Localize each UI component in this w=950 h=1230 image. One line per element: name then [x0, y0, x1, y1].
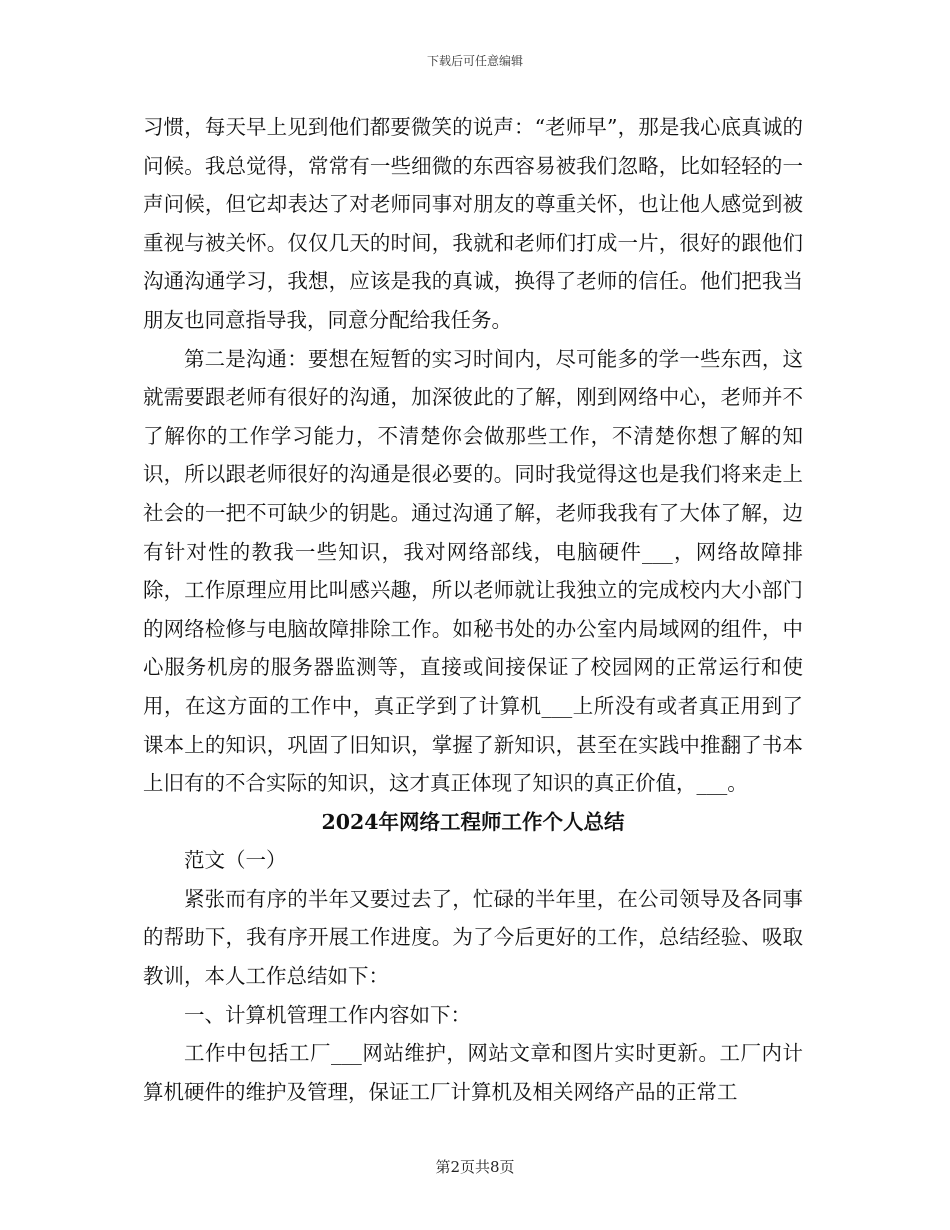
paragraph: 习惯，每天早上见到他们都要微笑的说声：“老师早”，那是我心底真诚的问候。我总觉得，常常有一些细微的东西容易被我们忽略，比如轻轻的一声问候，但它却表达了对老师同事对朋友的尊重关怀，也让他人感觉到被重视与被关怀。仅仅几天的时间，我就和老师们打成一片，很好的跟他们沟通沟通学习，我想，应该是我的真诚，换得了老师的信任。他们把我当朋友也同意指导我，同意分配给我任务。 — [143, 115, 803, 332]
paragraph: 紧张而有序的半年又要过去了，忙碌的半年里，在公司领导及各同事的帮助下，我有序开展工作进度。为了今后更好的工作，总结经验、吸取教训，本人工作总结如下： — [143, 886, 803, 989]
document-title: 2024年网络工程师工作个人总结 — [321, 809, 625, 834]
paragraph: 工作中包括工厂___网站维护，网站文章和图片实时更新。工厂内计算机硬件的维护及管理，保证工厂计算机及相关网络产品的正常工 — [143, 1041, 803, 1104]
paragraph: 第二是沟通：要想在短暂的实习时间内，尽可能多的学一些东西，这就需要跟老师有很好的沟通，加深彼此的了解，刚到网络中心，老师并不了解你的工作学习能力，不清楚你会做那些工作，不清楚你想了解的知识，所以跟老师很好的沟通是很必要的。同时我觉得这也是我们将来走上社会的一把不可缺少的钥匙。通过沟通了解，老师我我有了大体了解，边有针对性的教我一些知识，我对网络部线，电脑硬件___，网络故障排除，工作原理应用比叫感兴趣，所以老师就让我独立的完成校内大小部门的网络检修与电脑故障排除工作。如秘书处的办公室内局域网的组件，中心服务机房的服务器监测等，直接或间接保证了校园网的正常运行和使用，在这方面的工作中，真正学到了计算机___上所没有或者真正用到了课本上的知识，巩固了旧知识，掌握了新知识，甚至在实践中推翻了书本上旧有的不合实际的知识，这才真正体现了知识的真正价值，___。 — [143, 346, 803, 796]
paragraph: 范文（一） — [184, 848, 287, 873]
document-body — [143, 108, 803, 1111]
header-note: 下载后可任意编辑 — [426, 54, 523, 68]
page-footer: 第2页共8页 — [435, 1158, 515, 1176]
paragraph: 一、计算机管理工作内容如下： — [184, 1002, 471, 1027]
